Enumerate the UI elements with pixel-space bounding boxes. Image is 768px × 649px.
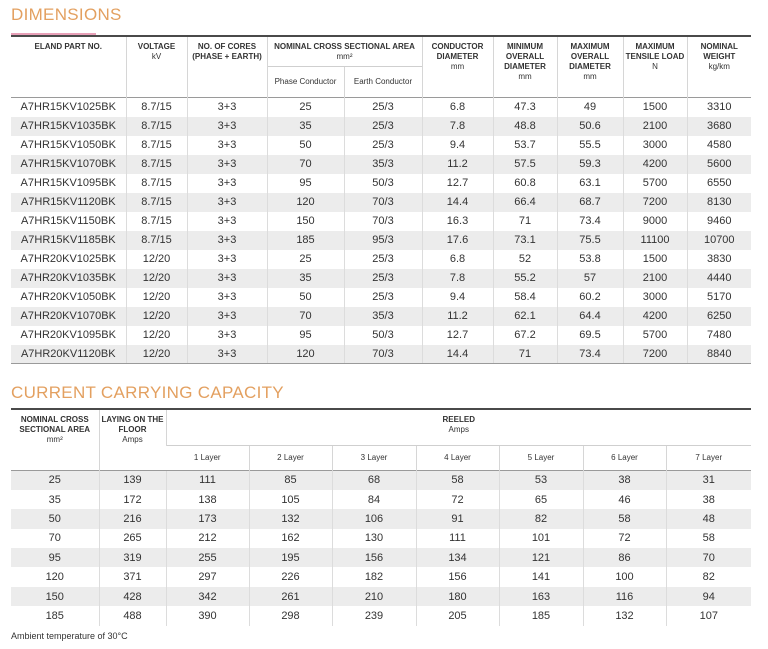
- table-cell: 3+3: [187, 212, 267, 231]
- table-cell: 132: [249, 509, 332, 528]
- table-cell: 5700: [623, 326, 687, 345]
- table-cell: 70/3: [344, 212, 422, 231]
- table-cell: 173: [166, 509, 249, 528]
- table-cell: 5170: [687, 288, 751, 307]
- table-cell: A7HR20KV1120BK: [11, 345, 126, 364]
- table-cell: 31: [666, 471, 751, 490]
- ambient-temperature-note: Ambient temperature of 30°C: [11, 631, 128, 641]
- table-cell: A7HR15KV1025BK: [11, 98, 126, 117]
- table-cell: 8840: [687, 345, 751, 364]
- col-ccc-layer: 3 Layer: [332, 446, 416, 471]
- table-cell: 212: [166, 529, 249, 548]
- table-cell: 14.4: [422, 193, 493, 212]
- table-cell: 239: [332, 606, 416, 625]
- table-cell: 62.1: [493, 307, 557, 326]
- table-cell: 4580: [687, 136, 751, 155]
- table-cell: 58: [583, 509, 666, 528]
- table-cell: 46: [583, 490, 666, 509]
- col-cores: NO. OF CORES (PHASE + EARTH): [187, 37, 267, 98]
- col-ccc-layer: 5 Layer: [499, 446, 583, 471]
- table-cell: 319: [99, 548, 166, 567]
- table-cell: 25/3: [344, 269, 422, 288]
- table-cell: 35: [48, 493, 61, 506]
- table-cell: 73.1: [493, 231, 557, 250]
- table-cell: 8.7/15: [126, 193, 187, 212]
- table-cell: 3+3: [187, 231, 267, 250]
- table-row: [11, 117, 751, 136]
- table-cell: 71: [493, 345, 557, 364]
- col-ccc-layer: 1 Layer: [166, 446, 249, 471]
- table-cell: 25: [11, 471, 99, 490]
- table-cell: A7HR20KV1070BK: [20, 310, 116, 322]
- table-cell: 70: [267, 307, 344, 326]
- table-cell: 9000: [623, 212, 687, 231]
- table-cell: 3+3: [187, 117, 267, 136]
- col-ccc-floor: LAYING ON THE FLOOR Amps: [99, 410, 166, 471]
- table-cell: A7HR15KV1120BK: [20, 196, 116, 208]
- table-row: [11, 288, 751, 307]
- table-cell: 156: [416, 567, 499, 586]
- col-max-tensile-load: MAXIMUM TENSILE LOAD N: [623, 37, 687, 98]
- table-cell: 25/3: [344, 136, 422, 155]
- table-cell: 60.2: [557, 288, 623, 307]
- table-cell: 82: [666, 567, 751, 586]
- table-cell: 120: [45, 571, 64, 584]
- table-cell: 195: [249, 548, 332, 567]
- table-cell: 7480: [687, 326, 751, 345]
- table-cell: A7HR15KV1095BK: [20, 177, 116, 189]
- table-cell: 3680: [687, 117, 751, 136]
- table-cell: 105: [249, 490, 332, 509]
- table-cell: 226: [249, 567, 332, 586]
- table-cell: 205: [416, 606, 499, 625]
- table-cell: 25/3: [344, 117, 422, 136]
- col-min-overall-diameter: MINIMUM OVERALL DIAMETER mm: [493, 37, 557, 98]
- table-cell: 11100: [623, 231, 687, 250]
- table-cell: 116: [583, 587, 666, 606]
- table-cell: 49: [557, 98, 623, 117]
- table-cell: 35: [267, 269, 344, 288]
- table-cell: 3+3: [187, 136, 267, 155]
- table-cell: 50: [48, 512, 61, 525]
- table-cell: 50: [267, 136, 344, 155]
- table-cell: 57.5: [493, 155, 557, 174]
- table-row: [11, 490, 751, 509]
- table-cell: 371: [99, 567, 166, 586]
- table-row: [11, 307, 751, 326]
- table-cell: 82: [499, 509, 583, 528]
- table-cell: A7HR20KV1035BK: [20, 272, 116, 284]
- dimensions-accent-bar: [11, 33, 96, 35]
- table-cell: 4200: [623, 155, 687, 174]
- table-cell: 16.3: [422, 212, 493, 231]
- table-cell: 216: [99, 509, 166, 528]
- table-cell: 25/3: [344, 250, 422, 269]
- table-cell: 64.4: [557, 307, 623, 326]
- table-cell: 3+3: [187, 193, 267, 212]
- table-cell: 48: [666, 509, 751, 528]
- dimensions-table-body: [11, 98, 751, 364]
- table-cell: 50/3: [344, 174, 422, 193]
- table-row: [11, 326, 751, 345]
- current-capacity-table: [11, 410, 751, 626]
- table-cell: 68.7: [557, 193, 623, 212]
- table-row: [11, 269, 751, 288]
- table-cell: 47.3: [493, 98, 557, 117]
- table-cell: 297: [166, 567, 249, 586]
- table-cell: 185: [267, 231, 344, 250]
- table-cell: 5600: [687, 155, 751, 174]
- table-cell: 100: [583, 567, 666, 586]
- table-cell: 59.3: [557, 155, 623, 174]
- table-cell: 3+3: [187, 326, 267, 345]
- table-cell: 3310: [687, 98, 751, 117]
- current-capacity-title: CURRENT CARRYING CAPACITY: [11, 383, 284, 402]
- table-cell: 65: [499, 490, 583, 509]
- table-cell: 120: [267, 193, 344, 212]
- table-cell: 428: [99, 587, 166, 606]
- table-cell: 6.8: [422, 250, 493, 269]
- table-cell: 9.4: [422, 136, 493, 155]
- table-cell: 12/20: [126, 326, 187, 345]
- table-cell: 8.7/15: [126, 117, 187, 136]
- table-cell: 2100: [623, 117, 687, 136]
- table-cell: 69.5: [557, 326, 623, 345]
- table-cell: 55.2: [493, 269, 557, 288]
- table-cell: 25/3: [344, 288, 422, 307]
- table-cell: 3+3: [187, 250, 267, 269]
- table-cell: 12/20: [126, 345, 187, 364]
- table-cell: 38: [666, 490, 751, 509]
- table-row: [11, 471, 751, 490]
- table-row: [11, 231, 751, 250]
- table-cell: 7200: [623, 345, 687, 364]
- table-cell: 11.2: [422, 155, 493, 174]
- col-nominal-weight: NOMINAL WEIGHT kg/km: [687, 37, 751, 98]
- table-row: [11, 606, 751, 625]
- table-cell: 298: [249, 606, 332, 625]
- table-cell: 72: [583, 529, 666, 548]
- table-cell: 71: [493, 212, 557, 231]
- col-ccc-layer: 7 Layer: [666, 446, 751, 471]
- col-ccc-csa: NOMINAL CROSS SECTIONAL AREA mm²: [19, 415, 91, 444]
- table-cell: 8.7/15: [126, 155, 187, 174]
- table-cell: 8130: [687, 193, 751, 212]
- table-cell: 7.8: [422, 117, 493, 136]
- col-ccc-layer: 4 Layer: [416, 446, 499, 471]
- table-cell: 94: [666, 587, 751, 606]
- table-cell: 85: [249, 471, 332, 490]
- col-ccc-layer: 2 Layer: [249, 446, 332, 471]
- table-row: [11, 345, 751, 364]
- dimensions-table: [11, 37, 751, 364]
- table-cell: 17.6: [422, 231, 493, 250]
- table-cell: 111: [416, 529, 499, 548]
- table-cell: 3830: [687, 250, 751, 269]
- table-cell: 53: [499, 471, 583, 490]
- table-cell: 182: [332, 567, 416, 586]
- table-cell: 111: [166, 471, 249, 490]
- table-cell: 120: [267, 345, 344, 364]
- col-phase-conductor: Phase Conductor: [267, 67, 344, 98]
- table-cell: A7HR15KV1185BK: [20, 234, 116, 246]
- table-cell: 50/3: [344, 326, 422, 345]
- table-cell: 25/3: [344, 98, 422, 117]
- table-cell: 70/3: [344, 193, 422, 212]
- table-cell: 139: [99, 471, 166, 490]
- table-cell: 58: [666, 529, 751, 548]
- table-cell: 35: [267, 117, 344, 136]
- table-cell: 1500: [623, 98, 687, 117]
- dimensions-title: DIMENSIONS: [11, 5, 122, 24]
- table-cell: 25: [267, 250, 344, 269]
- table-cell: A7HR15KV1050BK: [20, 139, 116, 151]
- col-ccc-reeled-group: REELED Amps: [166, 410, 751, 446]
- table-cell: 95: [48, 551, 61, 564]
- table-cell: 3+3: [187, 269, 267, 288]
- table-cell: 4440: [687, 269, 751, 288]
- col-earth-conductor: Earth Conductor: [344, 67, 422, 98]
- table-cell: 63.1: [557, 174, 623, 193]
- table-cell: 138: [166, 490, 249, 509]
- table-cell: 261: [249, 587, 332, 606]
- table-cell: 12/20: [126, 269, 187, 288]
- table-cell: 55.5: [557, 136, 623, 155]
- table-cell: 75.5: [557, 231, 623, 250]
- col-max-overall-diameter: MAXIMUM OVERALL DIAMETER mm: [557, 37, 623, 98]
- table-cell: 185: [45, 609, 64, 622]
- table-cell: 134: [416, 548, 499, 567]
- table-cell: 180: [416, 587, 499, 606]
- table-cell: 72: [416, 490, 499, 509]
- table-row: [11, 548, 751, 567]
- table-cell: 390: [166, 606, 249, 625]
- table-cell: 162: [249, 529, 332, 548]
- table-cell: 25: [267, 98, 344, 117]
- table-cell: 70/3: [344, 345, 422, 364]
- table-cell: 8.7/15: [126, 174, 187, 193]
- table-cell: 3+3: [187, 345, 267, 364]
- table-cell: 12/20: [126, 307, 187, 326]
- table-cell: 265: [99, 529, 166, 548]
- table-cell: 12.7: [422, 174, 493, 193]
- table-cell: 3+3: [187, 98, 267, 117]
- table-cell: 12/20: [126, 250, 187, 269]
- table-cell: 58: [416, 471, 499, 490]
- table-cell: 95: [267, 174, 344, 193]
- table-cell: 141: [499, 567, 583, 586]
- table-cell: 107: [666, 606, 751, 625]
- table-row: [11, 529, 751, 548]
- table-cell: 130: [332, 529, 416, 548]
- table-cell: 163: [499, 587, 583, 606]
- table-cell: 48.8: [493, 117, 557, 136]
- table-row: [11, 174, 751, 193]
- table-cell: 2100: [623, 269, 687, 288]
- col-ccc-layer: 6 Layer: [583, 446, 666, 471]
- table-cell: 8.7/15: [126, 136, 187, 155]
- col-voltage: VOLTAGE kV: [126, 37, 187, 98]
- table-cell: 53.8: [557, 250, 623, 269]
- table-cell: 150: [267, 212, 344, 231]
- table-cell: 70: [267, 155, 344, 174]
- table-cell: 210: [332, 587, 416, 606]
- table-cell: 10700: [687, 231, 751, 250]
- table-row: [11, 567, 751, 586]
- table-cell: 5700: [623, 174, 687, 193]
- table-cell: 3000: [623, 288, 687, 307]
- table-cell: 4200: [623, 307, 687, 326]
- table-cell: A7HR20KV1095BK: [20, 329, 116, 341]
- table-cell: 172: [99, 490, 166, 509]
- table-cell: 84: [332, 490, 416, 509]
- table-cell: 12/20: [126, 288, 187, 307]
- table-cell: 12.7: [422, 326, 493, 345]
- table-cell: 50: [267, 288, 344, 307]
- table-cell: 52: [493, 250, 557, 269]
- table-row: [11, 193, 751, 212]
- table-cell: 14.4: [422, 345, 493, 364]
- table-row: [11, 136, 751, 155]
- table-cell: 60.8: [493, 174, 557, 193]
- table-cell: 342: [166, 587, 249, 606]
- table-cell: A7HR15KV1035BK: [20, 120, 116, 132]
- table-cell: 8.7/15: [126, 231, 187, 250]
- table-row: [11, 250, 751, 269]
- table-cell: 6.8: [422, 98, 493, 117]
- table-cell: 91: [416, 509, 499, 528]
- table-cell: 38: [583, 471, 666, 490]
- table-cell: 68: [332, 471, 416, 490]
- table-cell: 58.4: [493, 288, 557, 307]
- table-row: [11, 98, 751, 117]
- table-cell: 95/3: [344, 231, 422, 250]
- table-row: [11, 212, 751, 231]
- table-cell: 255: [166, 548, 249, 567]
- table-cell: 73.4: [557, 212, 623, 231]
- table-cell: 488: [99, 606, 166, 625]
- table-cell: 50.6: [557, 117, 623, 136]
- table-cell: 132: [583, 606, 666, 625]
- table-cell: 11.2: [422, 307, 493, 326]
- table-cell: A7HR20KV1025BK: [20, 253, 116, 265]
- table-cell: 1500: [623, 250, 687, 269]
- table-cell: A7HR15KV1150BK: [20, 215, 116, 227]
- table-cell: 7200: [623, 193, 687, 212]
- table-cell: 106: [332, 509, 416, 528]
- table-cell: 6550: [687, 174, 751, 193]
- table-cell: 66.4: [493, 193, 557, 212]
- table-cell: A7HR15KV1070BK: [20, 158, 116, 170]
- table-cell: 35/3: [344, 307, 422, 326]
- col-conductor-diameter: CONDUCTOR DIAMETER mm: [422, 37, 493, 98]
- table-cell: 53.7: [493, 136, 557, 155]
- table-cell: 8.7/15: [126, 212, 187, 231]
- table-cell: 70: [666, 548, 751, 567]
- table-row: [11, 509, 751, 528]
- table-cell: 3+3: [187, 174, 267, 193]
- table-cell: 185: [499, 606, 583, 625]
- table-cell: 67.2: [493, 326, 557, 345]
- table-cell: 3+3: [187, 155, 267, 174]
- col-csa-group: NOMINAL CROSS SECTIONAL AREA mm²: [267, 37, 422, 67]
- table-cell: 95: [267, 326, 344, 345]
- table-cell: 73.4: [557, 345, 623, 364]
- table-cell: 3000: [623, 136, 687, 155]
- table-cell: 9460: [687, 212, 751, 231]
- table-cell: 35/3: [344, 155, 422, 174]
- current-capacity-table-body: [11, 471, 751, 626]
- table-cell: 8.7/15: [126, 98, 187, 117]
- table-cell: 57: [557, 269, 623, 288]
- table-cell: 156: [332, 548, 416, 567]
- table-cell: A7HR20KV1050BK: [20, 291, 116, 303]
- table-cell: 70: [48, 532, 61, 545]
- table-cell: 121: [499, 548, 583, 567]
- col-part-no: ELAND PART NO.: [34, 42, 102, 51]
- table-row: [11, 587, 751, 606]
- table-cell: 3+3: [187, 288, 267, 307]
- table-cell: 150: [45, 590, 64, 603]
- table-row: [11, 155, 751, 174]
- table-cell: 9.4: [422, 288, 493, 307]
- table-cell: 101: [499, 529, 583, 548]
- table-cell: 3+3: [187, 307, 267, 326]
- table-cell: 7.8: [422, 269, 493, 288]
- table-cell: 86: [583, 548, 666, 567]
- table-cell: 6250: [687, 307, 751, 326]
